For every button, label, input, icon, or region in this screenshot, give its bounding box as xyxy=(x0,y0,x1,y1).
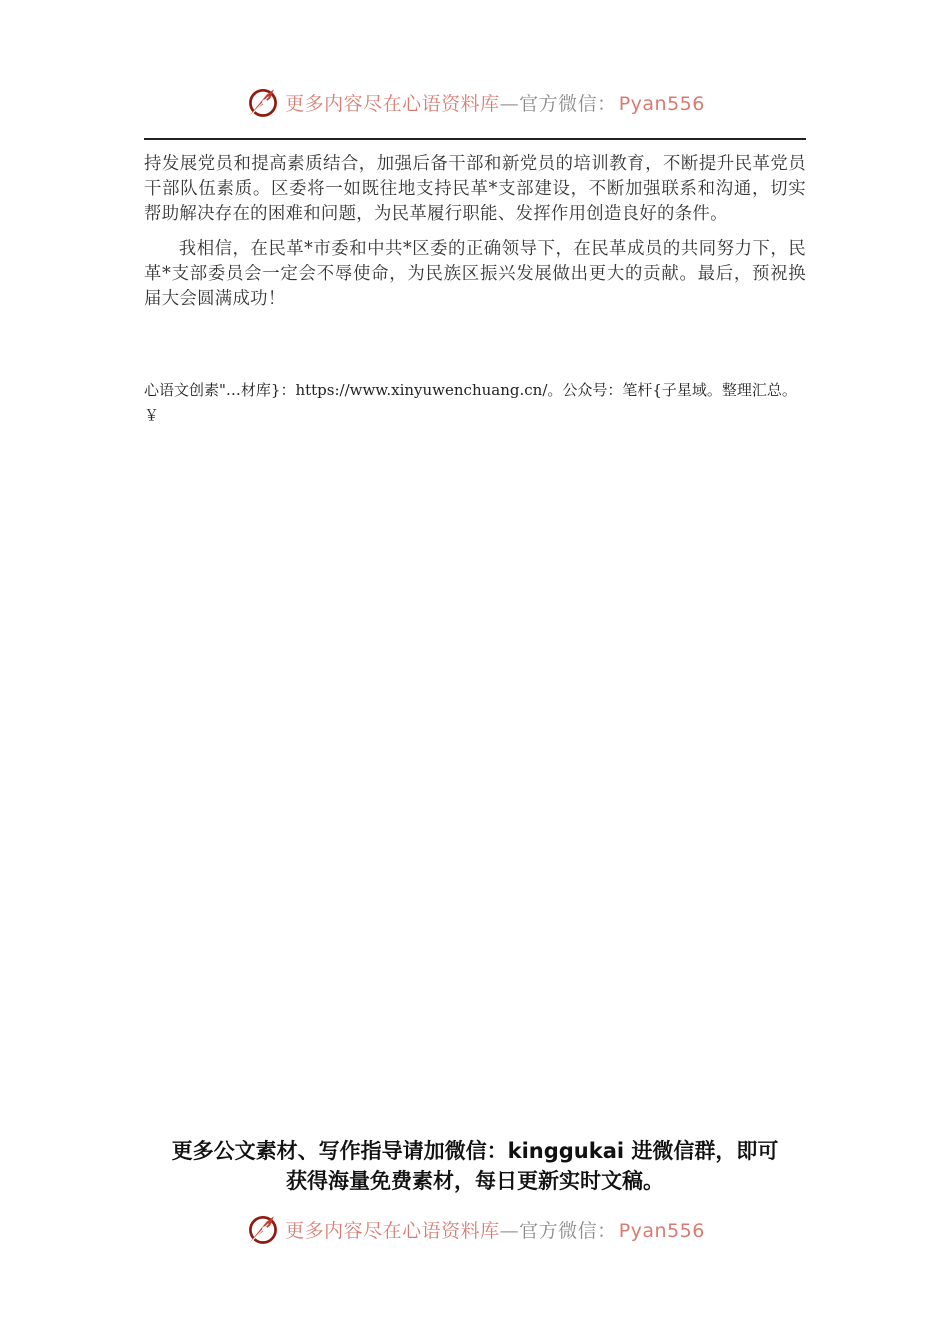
footer-wechat-label: 官方微信： xyxy=(519,1219,617,1242)
header-wechat-id: Pyan556 xyxy=(618,92,705,115)
header-banner-inner xyxy=(245,84,705,120)
source-symbol: ￥ xyxy=(144,406,160,424)
pen-logo-icon xyxy=(245,84,281,120)
footer-banner-text xyxy=(285,1216,705,1243)
header-dash: — xyxy=(499,92,520,115)
promo-line-2: 获得海量免费素材，每日更新实时文稿。 xyxy=(286,1169,664,1193)
footer-wechat-id: Pyan556 xyxy=(618,1219,705,1242)
source-note xyxy=(144,378,824,428)
source-line: 心语文创素"…材库}：https://www.xinyuwenchuang.cn/。公众号：笔杆{子星域。整理汇总。 xyxy=(144,381,797,399)
document-body xyxy=(144,152,806,322)
footer-dash: — xyxy=(499,1219,520,1242)
pen-logo-icon xyxy=(245,1211,281,1247)
promo-line-1: 更多公文素材、写作指导请加微信：kinggukai 进微信群，即可 xyxy=(171,1139,779,1163)
header-divider xyxy=(144,138,806,140)
footer-banner-inner xyxy=(245,1211,705,1247)
header-banner xyxy=(0,80,950,124)
promo-block xyxy=(0,1136,950,1196)
footer-site-text: 更多内容尽在心语资料库 xyxy=(285,1219,500,1242)
header-site-text: 更多内容尽在心语资料库 xyxy=(285,92,500,115)
footer-banner xyxy=(0,1207,950,1251)
header-banner-text xyxy=(285,89,705,116)
body-paragraph-2: 我相信，在民革*市委和中共*区委的正确领导下，在民革成员的共同努力下，民革*支部委员会一定会不辱使命，为民族区振兴发展做出更大的贡献。最后，预祝换届大会圆满成功！ xyxy=(144,239,806,309)
body-paragraph-1: 持发展党员和提高素质结合，加强后备干部和新党员的培训教育，不断提升民革党员干部队伍素质。区委将一如既往地支持民革*支部建设，不断加强联系和沟通，切实帮助解决存在的困难和问题，为民革履行职能、发挥作用创造良好的条件。 xyxy=(144,154,806,224)
header-wechat-label: 官方微信： xyxy=(519,92,617,115)
